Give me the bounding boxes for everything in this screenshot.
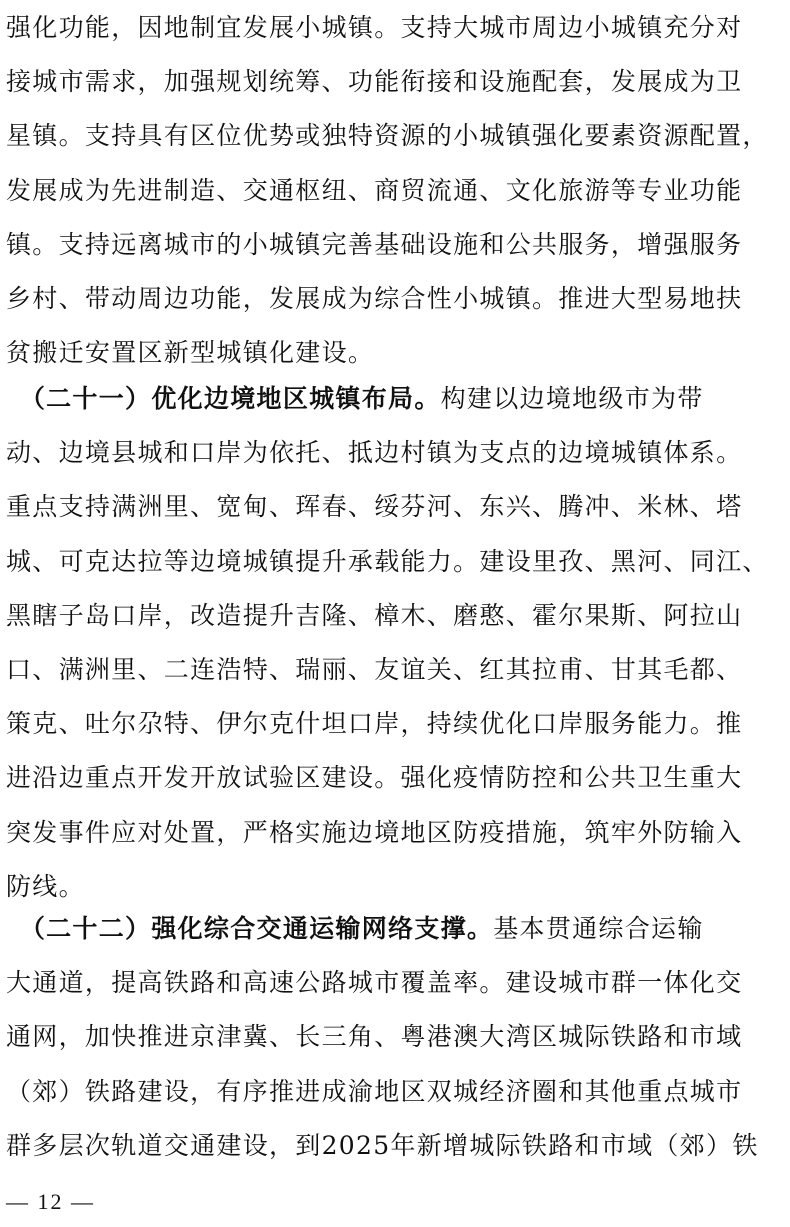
text-line: 进沿边重点开发开放试验区建设。强化疫情防控和公共卫生重大 [6,763,743,793]
text-line: 通网，加快推进京津冀、长三角、粤港澳大湾区城际铁路和市域 [6,1022,743,1052]
text-line: 城、可克达拉等边境城镇提升承载能力。建设里孜、黑河、同江、 [6,546,769,576]
text-line: 贫搬迁安置区新型城镇化建设。 [6,338,375,368]
text-line: 突发事件应对处置，严格实施边境地区防疫措施，筑牢外防输入 [6,817,743,847]
section-heading: （二十一）优化边境地区城镇布局。 [32,384,441,413]
text-line: 口、满洲里、二连浩特、瑞丽、友谊关、红其拉甫、甘其毛都、 [6,655,743,685]
text-run: 构建以边境地级市为带 [440,384,704,413]
text-line [6,902,778,956]
text-line: 重点支持满洲里、宽甸、珲春、绥芬河、东兴、腾冲、米林、塔 [6,492,743,522]
text-line: 动、边境县城和口岸为依托、抵边村镇为支点的边境城镇体系。 [6,438,743,468]
page-number: — 12 — [6,1189,95,1214]
text-line: 镇。支持远离城市的小城镇完善基础设施和公共服务，增强服务 [6,229,743,259]
text-line: 群多层次轨道交通建设，到2025年新增城际铁路和市域（郊）铁 [6,1130,759,1160]
paragraph-small-towns [6,1,778,380]
text-line: 乡村、带动周边功能，发展成为综合性小城镇。推进大型易地扶 [6,284,743,314]
text-line: 防线。 [6,871,85,901]
text-line: 大通道，提高铁路和高速公路城市覆盖率。建设城市群一体化交 [6,968,743,998]
text-line: 策克、吐尔尕特、伊尔克什坦口岸，持续优化口岸服务能力。推 [6,709,743,739]
text-line: （郊）铁路建设，有序推进成渝地区双城经济圈和其他重点城市 [6,1076,743,1106]
text-line: 强化功能，因地制宜发展小城镇。支持大城市周边小城镇充分对 [6,13,743,42]
text-line: 星镇。支持具有区位优势或独特资源的小城镇强化要素资源配置， [6,121,769,151]
text-line: 接城市需求，加强规划统筹、功能衔接和设施配套，发展成为卫 [6,67,743,97]
text-run: 基本贯通综合运输 [493,914,704,943]
text-line: 黑瞎子岛口岸，改造提升吉隆、樟木、磨憨、霍尔果斯、阿拉山 [6,600,743,630]
text-line [6,372,778,426]
paragraph-border-towns [6,372,778,914]
paragraph-transport-network [6,902,778,1173]
text-line: 发展成为先进制造、交通枢纽、商贸流通、文化旅游等专业功能 [6,175,743,205]
section-heading: （二十二）强化综合交通运输网络支撑。 [32,914,494,943]
